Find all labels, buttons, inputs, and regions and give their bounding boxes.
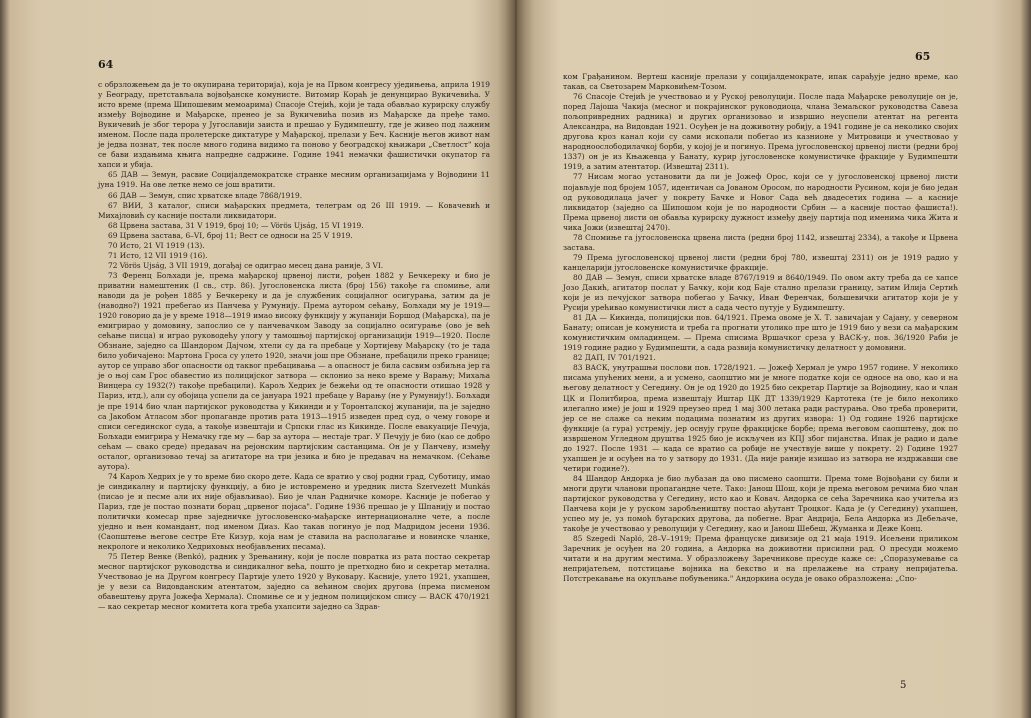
footnote-71: 71 Исто, 12 VII 1919 (16). — [108, 250, 208, 260]
footnote-85: 85 Szegedi Napló, 28–V–1919; Према француске дивизије од 21 маја 1919. Исељени приликом Заречник је осуђен на 20 година, а Андорка на доживотни присилни рад. О пресуди можемо читати и на другим местима. У образложењу Заречниковe пресуде каже се: „Споразумевање са непријатељем, потстицање војника на бекство и на прелажење на страну непријатеља. Потстрекавање на окупљање побуњеника." Андоркина осуда је овако образложена: „Спо- — [563, 534, 958, 584]
left-page — [0, 0, 515, 718]
footnote-68: 68 Црвена застава, 31 V 1919, број 10; — Vörös Ujság, 15 VI 1919. — [108, 220, 364, 230]
footnote-76: 76 Спасоје Стејић је учествовао и у Руској револуцији. После пада Мађарске револуције он је, поред Лајоша Чакија (месног и покрајинског руководиоца, члана Земаљског руководства Савеза пољопривредних радника) и других организовао и извршио неуспели атентат на регента Александра, на Видовдан 1921. Осуђен је на доживотну робију, а 1941 године је са неколико својих другова кроз канал који су сами ископали побегао из казнионе у Митровици и учествовао у народноослободилачкој борби, у којој је и погинуо. Према југословенској црвеној листи (редни број 1337) он је из Књажевца у Банату, курир југословенске комунистичке фракције у Будимпешти 1919, а затим атентатор. (Извештај 2311). — [563, 92, 958, 172]
footnote-67: 67 ВИИ, 3 каталог, списи мађарских предмета, телеграм од 26 III 1919. — Ковачевић и Михајловић су касније постали ликвидатори. — [98, 200, 490, 220]
footnote-66: 66 ДАВ — Земун, спис хрватске владе 7868/1919. — [108, 190, 303, 200]
right-page — [516, 0, 1031, 718]
footnote-83: 83 ВАСК, унутрашњи послови пов. 1728/1921. — Јожеф Хермал је умро 1957 године. У неколико писама упућених мени, а и усмено, саопштио ми је многе податке који се односе на ово, као и на његову делатност у Сегедину. Он је од 1920 до 1925 био секретар Партије за Војводину, као и члан ЦК и Политбироа, према извештају Иштар ЦК ДТ 1339/1929 Картотека (те је било неколико илегално име) је још и 1929 преузео пред 1 мај 300 летака ради растурања. Ово треба проверити, јер се не слаже са неким подацима познатим из других извора: 1) Од године 1926 партијске функције (а гура) устремју, јер оснују групе фракцијске борбе; према његовом саопштењу, док по извршеном Угледном друштва 1925 био је искључен из КПЈ због пијанства. Ипак је радио и даље до 1927. После 1931 — када се вратио са робије не учествује више у покрету. 2) Године 1927 ухапшен је и осуђен на то у затвору до 1931. (Да није раније изишао из затвора не издржавши све четири године?). — [563, 363, 958, 473]
footnote-72: 72 Vörös Ujság, 3 VII 1919, догађај се одиграо месец дана раније, 3 VI. — [108, 260, 384, 270]
page-number-left: 64 — [98, 58, 114, 71]
footnote-75: 75 Петер Венке (Benkó), радник у Зрењанину, који је после повратка из рата постао секретар месног партијског руководства и синдикалног већа, пошто је претходно био и секретар метална. Учествовао је на Другом конгресу Партије улето 1920 у Вуковару. Касније, улето 1921, ухапшен, је у вези са Видовданским атентатом, заједно са већином својих другова (према писменом обавештењу друга Јожефа Хермала). Спомиње се и у једном полицијском спису — ВАСК 470/1921 — као секретар месног комитета кога треба ухапсити заједно са Здрав- — [98, 552, 490, 612]
page-number-right: 65 — [915, 50, 931, 63]
left-page-text — [98, 80, 490, 612]
footnote-84: 84 Шандор Андорка је био љубазан да ово писмено саопшти. Према томе Војвођани су били и многи други чланови пропагандне чете. Тако: Јанош Шош, који је према његовом речима био члан партијског руководства у Сегедину, исто као и Ковач. Андорка се сећа Заречника као учитеља из Панчева који је у руском заробљеништву постао ађутант Троцког. Када је (у Сегедину) ухапшен, успео му је, уз помоћ бугарских другова, да побегне. Враг Андрија, Бела Андорка из Дебељаче, такође је учествовао у револуцији у Сегедину, као и Јанош Шебеш, Жуманка и Деже Конц. — [563, 473, 958, 534]
footnote-65: 65 ДАВ — Земун, расвие Социјалдемократске странке месним организацијама у Војводини 11 јуна 1919. На ове летке немо се још вратити. — [98, 170, 490, 190]
footnote-80: 80 ДАВ — Земун, списи хрватске владе 8767/1919 и 8640/1949. По овом акту треба да се хапсе Јозо Дакић, агитатор послат у Бачку, који код Баје стално прелази границу, затим Илија Сертић који је из печујског затвора побегао у Бачку, Иван Ференчак, бољшевички агитатор који је у Русији урећивао комунистички лист а сада често путује у Будимпешту. — [563, 272, 958, 313]
footnote-78: 78 Спомиње га југословенска црвена листа (редни број 1142, извештај 2334), а такође и Црвена застава. — [563, 232, 958, 252]
footnote-73: 73 Ференц Бољхади је, према мађарској црвеној листи, рођен 1882 у Бечкереку и био је приватни намештеник (I св., стр. 86). Југословенска листа (број 156) такође га спомиње, али наводи да је рођен 1885 у Бечкереку и да је службеник социјалног осигурања, затим да је (наводно?) 1921 пребегао из Панчева у Румунију. Према аутором сећању, Бољхади му је 1919—1920 говорио да је у време 1918—1919 имао високу функцију у жупанији Боршод (Мађарска), па је емигрирао у домовину, запослио се у панчевачком Заводу за социјално осигурање (ово је већ сећање писца) и играо руководећу улогу у тамошњој партијској организацији 1919—1920. После Обзнане, заједно са Шандором Дајчом, хтели су да га пребаце у Хортијеву Мађарску (то је тада било уобичајено: Мартона Гроса су улето 1920, значи још пре Обзнане, пребацили преко границе; аутор се управо због опасности од таквог пребацивања — а опасност је била сасвим озбиљна јер га је о њој сам Грос обавестио из полицијског затвора — склонио за неко време у Варању; Михаља Винцера су 1932(?) такође пребацили). Карољ Хедрих је бежећи од те опасности отишао 1928 у Париз, итд.), али су обојица успели да се јануара 1921 пребаце у Варању (не у Румунију!). Бољхади је пре 1914 био члан партијског руководства у Кикинди и у Торонталској жупанији, па је заједно са Јакобом Атласом због пропаганде против рата 1913—1915 изведен пред суд, о чему говоре и списи сегединског суда, а такође извештаји и Српски глас из Кикинде. После евакуације Печуја, Бољхади емигрира у Немачку где му — бар за аутора — нестаје траг. У Печују је био (као се добро сећам — свако среде) предавач на рејонским партијским састанцима. Он је у Панчеву, између осталог, организовао течај за агитаторе на три језика и био је предавач на немачком. (Сећање аутора). — [98, 270, 490, 471]
footnote-82: 82 ДАП, IV 701/1921. — [573, 353, 656, 363]
footnote-continuation: ком Грађанином. Вертеш касније прелази у социјалдемократе, ипак сарађује једно време, као такав, са Светозарем Марковићем-Тозом. — [563, 72, 958, 92]
footnote-69: 69 Црвена застава, 6–VI, број 11; Вест се односи на 25 V 1919. — [108, 230, 353, 240]
footnote-paragraph: с обрзложењем да је то окупирана територија), која је на Првом конгресу уједињења, априла 1919 у Београду, претстављала војвођанске комунисте. Витомир Кораћ је денунцирао Вукичевића. У исто време (према Шипошевим мемоарима) Спасоје Стејић, који је тада обављао курирску службу између Војводине и Мађарске, пренео је за Вукичевића позив из Мађарске да пређе тамо. Вукичевић је због терора у Југославији заиста и прешао у Будимпешту, где је живео под лажним именом. После пада пролетерске диктатуре у Мађарској, прелази у Беч. Касније његов живот нам је једва познат, тек после много година видимо га поново у београдској књижари „Светлост" која се бави издањима књига напредне садржине. Године 1941 немачки фашистички окупатор га хапси и убија. — [98, 80, 490, 170]
page-footer-number: 5 — [900, 680, 907, 691]
footnote-79: 79 Према југословенској црвеној листи (редни број 780, извештај 2311) он је 1919 радио у канцеларији југословенске комунистичке фракције. — [563, 252, 958, 272]
right-page-text — [563, 72, 958, 584]
footnote-70: 70 Исто, 21 VI 1919 (13). — [108, 240, 205, 250]
footnote-77: 77 Нисам могао установити да ли је Јожеф Орос, који се у југословенској црвеној листи појављује под бројем 1057, идентичан са Јованом Оросом, по народности Русином, који је био један од руководилаца јачег у покрету Бачке и Новог Сада већ двадесетих година — а касније ликвидатор (заједно са Шипошом који је по народности Србин — а касније постао фашиста!). Према црвеној листи он обавља курирску дужност између двеју партија под именима чика Жита и чика Јожи (извештај 2470). — [563, 172, 958, 232]
footnote-74: 74 Карољ Хедрих је у то време био скоро дете. Када се вратио у свој родни град, Суботицу, имао је синдикалну и партијску функцију, а био је истовремено и уредник листа Szervezett Munkás (писао је и песме али их није објављивао). Био је члан Радничке коморе. Касније је побегао у Париз, где је постао познати борац „црвеног појаса". Године 1936 прешао је у Шпанију и постао политички комесар прве заједничке југословенско-мађарске интернационалне чете, а после уједно и њен командант, под именом Диаз. Као такав погинуо је под Мадридом јесени 1936. (Саопштење његове сестре Ете Кизур, која нам је ставила на располагање и новинске чланке, некрологе и неколико Хедриховых необјављених песама). — [98, 471, 490, 552]
footnote-81: 81 ДА — Кикинда, полицијски пов. 64/1921. Према овоме је Х. Т. завичајан у Сајану, у северном Банату; описан је комуниста и треба га прогнати утолико пре што је 1919 био у вези са мађарским комунистичким омладинцем. — Према списима Вршачког среза у ВАСК-у, пов. 36/1920 Раби је 1919 године радио у Будимпешти, а сада развија комунистичку делатност у домовини. — [563, 313, 958, 353]
